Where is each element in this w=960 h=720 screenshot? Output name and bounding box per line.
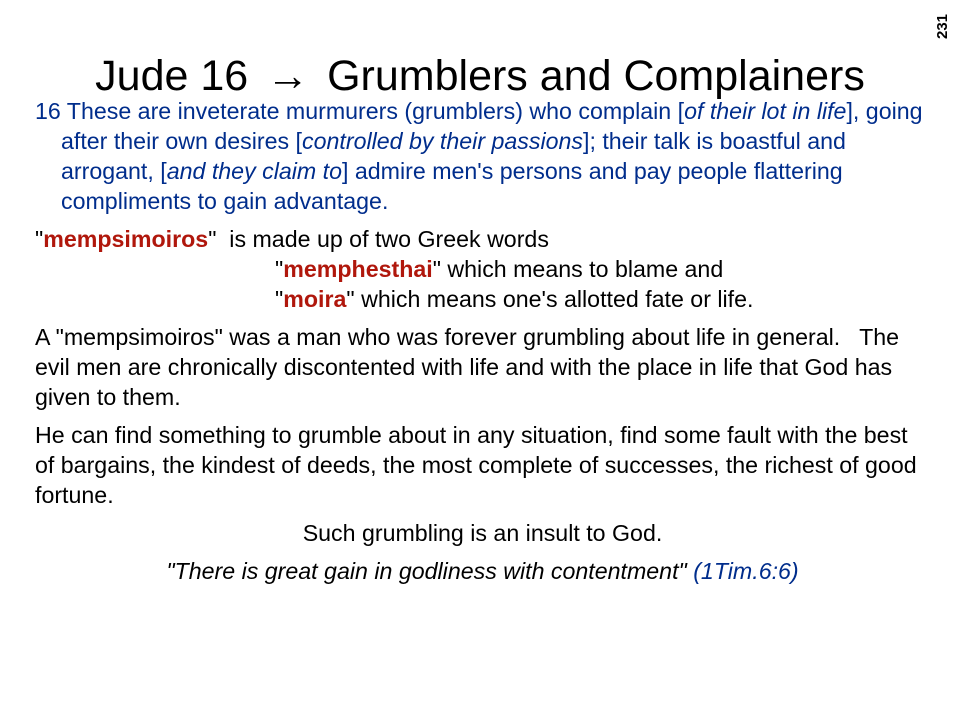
quote-mark: " bbox=[432, 256, 441, 282]
quote-reference: (1Tim.6:6) bbox=[693, 558, 799, 584]
verse-text-4: ] admire men's persons and pay people flattering compliments to gain advantage. bbox=[61, 158, 843, 214]
verse-text-3: ]; their talk is boastful and arrogant, [ bbox=[61, 128, 846, 184]
verse-number: 16 bbox=[35, 98, 61, 124]
greek-word-mempsimoiros: mempsimoiros bbox=[43, 226, 209, 252]
quote-mark: " bbox=[275, 256, 284, 282]
quote-mark: " bbox=[35, 226, 44, 252]
greek-line-1 bbox=[35, 224, 930, 254]
verse-italic-1: of their lot in life bbox=[684, 98, 847, 124]
insult-line: Such grumbling is an insult to God. bbox=[302, 520, 663, 546]
quote-mark: " bbox=[346, 286, 355, 312]
quote-mark: " bbox=[275, 286, 284, 312]
greek-line-3-text: which means one's allotted fate or life. bbox=[354, 286, 754, 312]
right-arrow-icon: → bbox=[266, 51, 310, 100]
greek-line-3 bbox=[35, 284, 930, 314]
greek-line-2-text: which means to blame and bbox=[440, 256, 724, 282]
quote-mark: " bbox=[208, 226, 217, 252]
title-subject: Grumblers and Complainers bbox=[327, 51, 865, 100]
title-reference: Jude 16 bbox=[95, 51, 249, 100]
verse-text-2: ], going after their own desires [ bbox=[61, 98, 923, 154]
paragraph-grumble: He can find something to grumble about in any situation, find some fault with the best of bargains, the kindest of deeds, the most complete of successes, the richest of good fortune. bbox=[35, 422, 917, 508]
greek-line-2 bbox=[35, 254, 930, 284]
verse-16 bbox=[35, 96, 930, 216]
verse-text-1: These are inveterate murmurers (grumblers) who complain [ bbox=[66, 98, 685, 124]
quote-text: "There is great gain in godliness with contentment" bbox=[166, 558, 694, 584]
paragraph-mempsimoiros: A "mempsimoiros" was a man who was forever grumbling about life in general. The evil men are chronically discontented with life and with the place in life that God has given to them. bbox=[35, 324, 906, 410]
greek-line-1-text: is made up of two Greek words bbox=[216, 226, 549, 252]
slide-body bbox=[35, 96, 930, 594]
greek-etymology bbox=[35, 224, 930, 314]
verse-italic-2: controlled by their passions bbox=[302, 128, 583, 154]
page-number: 231 bbox=[934, 13, 951, 39]
verse-italic-3: and they claim to bbox=[166, 158, 342, 184]
greek-word-moira: moira bbox=[283, 286, 347, 312]
greek-word-memphesthai: memphesthai bbox=[283, 256, 433, 282]
scripture-quote bbox=[35, 556, 930, 586]
